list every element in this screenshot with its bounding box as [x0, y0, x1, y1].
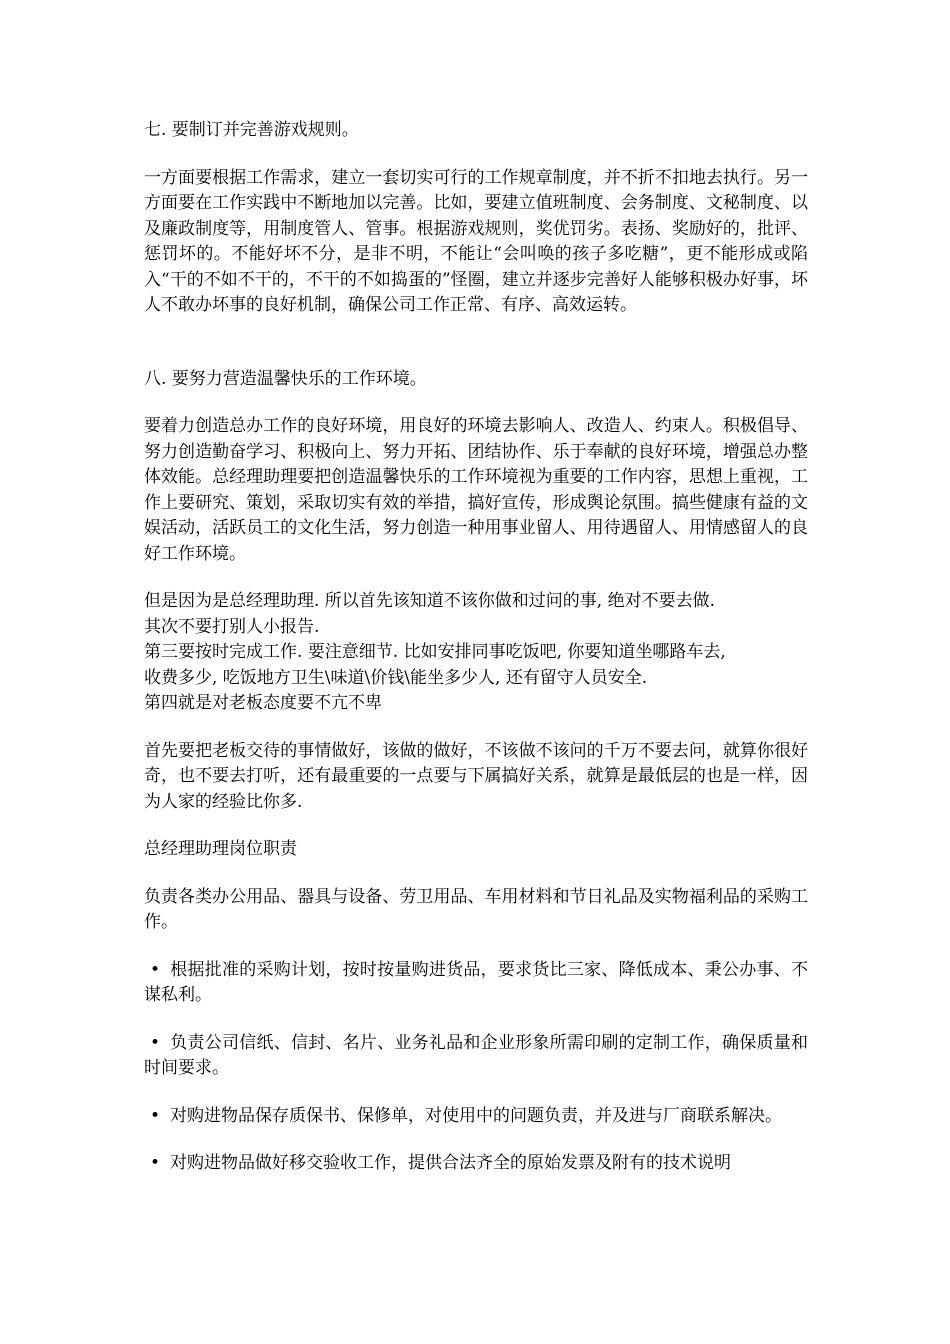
duty-bullet-text: 根据批准的采购计划，按时按量购进货品，要求货比三家、降低成本、秉公办事、不谋私利。	[144, 959, 808, 1005]
section-7-heading: 七. 要制订并完善游戏规则。	[144, 120, 359, 140]
bullet-icon: •	[150, 959, 161, 980]
duty-bullet-text: 对购进物品做好移交验收工作，提供合法齐全的原始发票及附有的技术说明	[170, 1153, 731, 1173]
duty-bullet-text: 对购进物品保存质保书、保修单，对使用中的问题负责，并及进与厂商联系解决。	[170, 1105, 782, 1126]
section-8-heading: 八. 要努力营造温馨快乐的工作环境。	[144, 368, 427, 389]
duty-bullet-item	[144, 958, 808, 1009]
bullet-icon: •	[150, 1105, 161, 1126]
notes-line: 第四就是对老板态度要不亢不卑	[144, 693, 382, 713]
bullet-icon: •	[150, 1032, 161, 1053]
notes-line: 收费多少, 吃饭地方卫生\味道\价钱\能坐多少人, 还有留守人员安全.	[144, 667, 648, 688]
advice-paragraph: 首先要把老板交待的事情做好，该做的做好，不该做不该问的千万不要去问，就算你很好奇，也不要去打听，还有最重要的一点要与下属搞好关系，就算是最低层的也是一样，因为人家的经验比你多.	[144, 740, 808, 812]
notes-block	[144, 589, 808, 717]
duty-bullet-item	[144, 1104, 808, 1130]
notes-line: 但是因为是总经理助理. 所以首先该知道不该你做和过问的事, 绝对不要去做.	[144, 591, 716, 611]
duty-bullet-item	[144, 1151, 808, 1177]
section-8-body: 要着力创造总办工作的良好环境，用良好的环境去影响人、改造人、约束人。积极倡导、努力创造勤奋学习、积极向上、努力开拓、团结协作、乐于奉献的良好环境，增强总办整体效能。总经理助理要把创造温馨快乐的工作环境视为重要的工作内容，思想上重视，工作上要研究、策划，采取切实有效的举措，搞好宣传，形成舆论氛围。搞些健康有益的文娱活动，活跃员工的文化生活，努力创造一种用事业留人、用待遇留人、用情感留人的良好工作环境。	[144, 416, 808, 564]
document-page	[144, 118, 808, 1177]
duties-title: 总经理助理岗位职责	[144, 839, 297, 859]
bullet-icon: •	[150, 1153, 161, 1173]
section-7-body: 一方面要根据工作需求，建立一套切实可行的工作规章制度，并不折不扣地去执行。另一方面要在工作实践中不断地加以完善。比如，要建立值班制度、会务制度、文秘制度、以及廉政制度等，用制度管人、管事。根据游戏规则，奖优罚劣。表扬、奖励好的，批评、惩罚坏的。不能好坏不分，是非不明，不能让“会叫唤的孩子多吃糖”，更不能形成或陷入“干的不如不干的，不干的不如捣蛋的”怪圈，建立并逐步完善好人能够积极办好事，坏人不敢办坏事的良好机制，确保公司工作正常、有序、高效运转。	[144, 167, 808, 315]
duty-bullet-text: 负责公司信纸、信封、名片、业务礼品和企业形象所需印刷的定制工作，确保质量和时间要求。	[144, 1032, 808, 1078]
notes-line: 其次不要打别人小报告.	[144, 616, 320, 637]
notes-line: 第三要按时完成工作. 要注意细节. 比如安排同事吃饭吧, 你要知道坐哪路车去,	[144, 642, 726, 662]
duty-bullet-item	[144, 1031, 808, 1082]
duties-intro: 负责各类办公用品、器具与设备、劳卫用品、车用材料和节日礼品及实物福利品的采购工作。	[144, 886, 808, 932]
